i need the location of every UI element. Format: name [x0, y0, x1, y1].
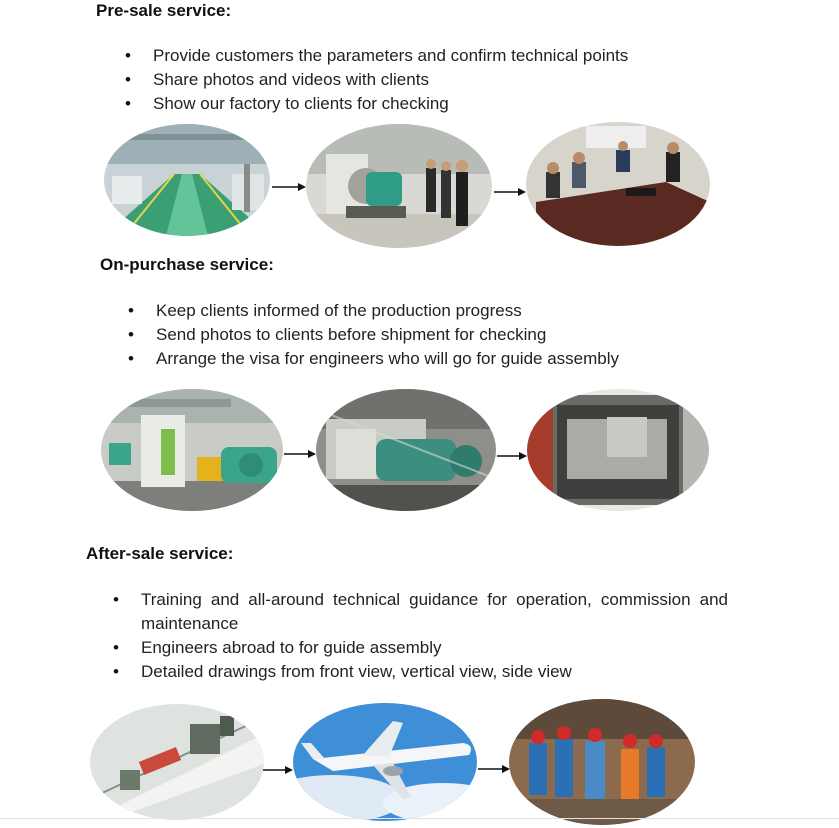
container-loading-photo [527, 389, 709, 511]
aftersale-list [113, 588, 728, 684]
factory-workshop-photo [104, 124, 270, 236]
list-item: • Training and all-around technical guidance for operation, commission and maintenance [113, 588, 728, 636]
list-item: • Keep clients informed of the production progress [128, 299, 619, 323]
pellet-mill-photo [101, 389, 283, 511]
onpurchase-list [128, 299, 619, 371]
right-arrow-icon [478, 764, 510, 774]
presale-list [125, 44, 628, 116]
list-item: • Show our factory to clients for checking [125, 92, 628, 116]
right-arrow-icon [497, 451, 527, 461]
pellet-machine-visitors-photo [306, 124, 492, 248]
wrapped-machine-photo [316, 389, 496, 511]
list-item: • Share photos and videos with clients [125, 68, 628, 92]
list-item: • Arrange the visa for engineers who will go for guide assembly [128, 347, 619, 371]
list-item: • Send photos to clients before shipment for checking [128, 323, 619, 347]
airplane-photo [293, 703, 477, 821]
meeting-room-photo [526, 122, 710, 246]
list-item: • Detailed drawings from front view, vertical view, side view [113, 660, 728, 684]
list-item: • Provide customers the parameters and confirm technical points [125, 44, 628, 68]
right-arrow-icon [263, 765, 293, 775]
right-arrow-icon [272, 182, 306, 192]
engineers-team-photo [509, 699, 695, 825]
aftersale-heading: After-sale service: [86, 544, 234, 563]
bottom-divider [0, 818, 839, 819]
onpurchase-heading: On-purchase service: [100, 255, 274, 274]
plant-drawing-image [90, 704, 264, 820]
list-item: • Engineers abroad to for guide assembly [113, 636, 728, 660]
presale-heading: Pre-sale service: [96, 1, 232, 20]
right-arrow-icon [494, 187, 526, 197]
right-arrow-icon [284, 449, 316, 459]
